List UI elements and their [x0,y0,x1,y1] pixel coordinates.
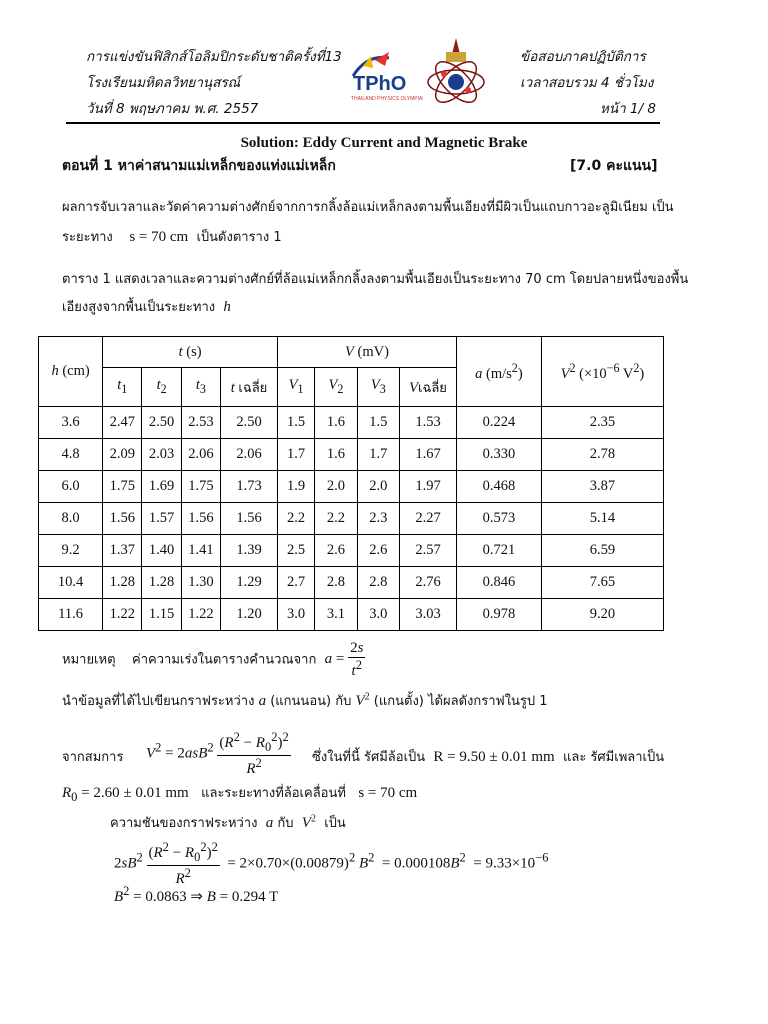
part-score: [7.0 คะแนน] [570,158,658,174]
table-cell: 5.14 [541,503,663,535]
table-cell: 6.59 [541,535,663,567]
table-cell: 1.29 [221,567,278,599]
slope-text: ความชันของกราฟระหว่าง a กับ $V^2$ เป็น [110,813,346,831]
header-page: หน้า 1/ 8 [600,101,657,117]
table-cell: 6.0 [39,471,103,503]
table-cell: 2.6 [357,535,399,567]
table-cell: 2.06 [221,439,278,471]
table-cell: 1.15 [142,599,181,631]
table-cell: 9.20 [541,599,663,631]
table-cell: 3.0 [357,599,399,631]
table-cell: 9.2 [39,535,103,567]
table-cell: 2.06 [181,439,220,471]
header-V: V (mV) [277,337,456,368]
table-cell: 1.53 [400,407,457,439]
plot-instruction: นำข้อมูลที่ได้ไปเขียนกราฟระหว่าง a (แกนนอน) กับ $V^2$ (แกนตั้ง) ได้ผลดังกราฟในรูป 1 [62,691,548,709]
tpho-logo [345,48,423,106]
table-cell: 2.78 [541,439,663,471]
equation-line: จากสมการ [62,750,124,765]
table-cell: 1.9 [277,471,314,503]
shaft-radius-line: $R_0 = 2.60 \pm 0.01$ mm และระยะทางที่ล้อเคลื่อนที่ s = 70 cm [62,785,418,804]
part-heading: ตอนที่ 1 หาค่าสนามแม่เหล็กของแท่งแม่เหล็ก [62,158,336,174]
table-cell: 1.28 [103,567,142,599]
table-cell: 1.39 [221,535,278,567]
header-t2: $t_2$ [142,368,181,407]
table-cell: 2.8 [357,567,399,599]
header-school: โรงเรียนมหิดลวิทยานุสรณ์ [86,75,241,91]
table-cell: 1.28 [142,567,181,599]
table-cell: 2.5 [277,535,314,567]
table-cell: 2.76 [400,567,457,599]
table-cell: 2.0 [315,471,357,503]
table-cell: 2.7 [277,567,314,599]
header-competition: การแข่งขันฟิสิกส์โอลิมปิกระดับชาติครั้งที่13 [86,49,342,65]
header-V1: $V_1$ [277,368,314,407]
table-cell: 1.7 [277,439,314,471]
table-cell: 2.27 [400,503,457,535]
intro-line-2: ระยะทาง s = 70 cm เป็นดังตาราง 1 [62,229,282,245]
table-cell: 0.721 [456,535,541,567]
table-row [39,503,664,535]
school-emblem [424,36,488,110]
table-cell: 2.09 [103,439,142,471]
table-cell: 0.573 [456,503,541,535]
table-cell: 3.6 [39,407,103,439]
table-cell: 2.2 [315,503,357,535]
table-cell: 1.40 [142,535,181,567]
table-cell: 2.50 [221,407,278,439]
table-cell: 1.41 [181,535,220,567]
table-cell: 2.50 [142,407,181,439]
table-cell: 1.97 [400,471,457,503]
header-V3: $V_3$ [357,368,399,407]
tpho-logo-text: TPhO [353,73,407,95]
table-cell: 3.1 [315,599,357,631]
table-row [39,471,664,503]
table-cell: 2.8 [315,567,357,599]
table-cell: 1.5 [357,407,399,439]
page-title: Solution: Eddy Current and Magnetic Brake [240,135,528,151]
table-cell: 3.0 [277,599,314,631]
table-row [39,599,664,631]
table-cell: 1.57 [142,503,181,535]
table-cell: 1.30 [181,567,220,599]
table-cell: 1.56 [181,503,220,535]
slope-result-2: $B^2 = 0.0863$ ⇒ B = 0.294 T [114,884,279,905]
slope-result-1: $2sB^2$ $\frac{(R^2 - R_0^2)^2}{R^2}$ = $2\times 0.70\times(0.00879)^2$ $B^2 = 0.000108B^2 = 9.33\times 10^{-6}$ [114,840,549,887]
header-t: t (s) [103,337,278,368]
table-cell: 10.4 [39,567,103,599]
table-cell: 0.846 [456,567,541,599]
table-cell: 4.8 [39,439,103,471]
table-cell: 2.47 [103,407,142,439]
table-cell: 1.56 [221,503,278,535]
note: หมายเหตุ ค่าความเร่งในตารางคำนวณจาก a = $\frac{2s}{t^2}$ [62,640,364,679]
header-V-avg: Vเฉลี่ย [400,368,457,407]
table-cell: 8.0 [39,503,103,535]
table-cell: 2.03 [142,439,181,471]
table-cell: 1.73 [221,471,278,503]
table-cell: 0.224 [456,407,541,439]
table-cell: 2.35 [541,407,663,439]
header-date: วันที่ 8 พฤษภาคม พ.ศ. 2557 [86,101,259,117]
table-cell: 1.75 [181,471,220,503]
table-cell: 0.330 [456,439,541,471]
header-t1: $t_1$ [103,368,142,407]
header-exam-type: ข้อสอบภาคปฏิบัติการ [520,49,646,65]
table-row [39,439,664,471]
table-cell: 1.22 [181,599,220,631]
table-cell: 11.6 [39,599,103,631]
table-cell: 1.75 [103,471,142,503]
table-cell: 1.20 [221,599,278,631]
table-cell: 1.6 [315,407,357,439]
table-row [39,535,664,567]
tpho-logo-subtitle: THAILAND PHYSICS OLYMPIAD [351,96,423,102]
header-duration: เวลาสอบรวม 4 ชั่วโมง [520,75,654,91]
table-cell: 2.53 [181,407,220,439]
intro-line-1: ผลการจับเวลาและวัดค่าความต่างศักย์จากการกลิ้งล้อแม่เหล็กลงตามพื้นเอียงที่มีผิวเป็นแถบกาวอะลูมิเนียม เป็น [62,200,674,215]
table-cell: 2.0 [357,471,399,503]
table-cell: 1.6 [315,439,357,471]
table-cell: 2.2 [277,503,314,535]
table-cell: 1.5 [277,407,314,439]
wheel-radius-text: ซึ่งในที่นี้ รัศมีล้อเป็น R = 9.50 ± 0.01 mm และ รัศมีเพลาเป็น [312,749,665,765]
table-cell: 3.87 [541,471,663,503]
header-t-avg: t เฉลี่ย [221,368,278,407]
table-cell: 1.37 [103,535,142,567]
header-t3: $t_3$ [181,368,220,407]
main-equation: $V^2 = 2asB^2$ $\frac{(R^2 - R_0^2)^2}{R^2}$ [146,730,289,777]
table-row [39,567,664,599]
table-cell: 2.57 [400,535,457,567]
table-cell: 2.6 [315,535,357,567]
header-V2-col: $V_2$ [315,368,357,407]
table-cell: 1.56 [103,503,142,535]
table-cell: 0.468 [456,471,541,503]
data-table [38,336,664,631]
table-cell: 1.7 [357,439,399,471]
header-V2: $V^2$ ($\times 10^{-6}$ $V^2$) [541,337,663,407]
distance-equation: s = 70 cm [129,229,189,245]
table-caption-line-2: เอียงสูงจากพื้นเป็นระยะทาง h [62,299,231,315]
table-cell: 1.67 [400,439,457,471]
header-h: h (cm) [39,337,103,407]
table-cell: 3.03 [400,599,457,631]
table-cell: 1.22 [103,599,142,631]
table-cell: 2.3 [357,503,399,535]
table-caption-line-1: ตาราง 1 แสดงเวลาและความต่างศักย์ที่ล้อแม่เหล็กกลิ้งลงตามพื้นเอียงเป็นระยะทาง 70 cm โดยปลายหนึ่งของพื้น [62,272,689,287]
table-row [39,407,664,439]
header-a: a $(m/s^2)$ [456,337,541,407]
header-divider [66,122,660,124]
table-cell: 0.978 [456,599,541,631]
table-cell: 1.69 [142,471,181,503]
table-cell: 7.65 [541,567,663,599]
